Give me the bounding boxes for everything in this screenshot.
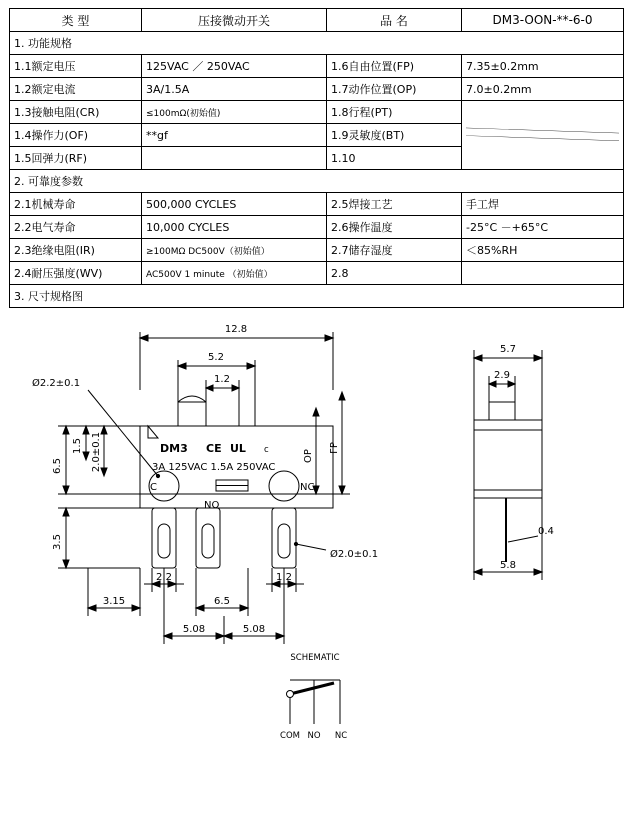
label-1-2-top: 1.2 xyxy=(214,374,230,385)
row-1-3-value: ≤100mΩ(初始值) xyxy=(142,101,327,124)
row-2-7-label: 2.7储存湿度 xyxy=(327,239,462,262)
label-5-2: 5.2 xyxy=(208,352,224,363)
name-label: 品 名 xyxy=(327,9,462,32)
row-2-8-label: 2.8 xyxy=(327,262,462,285)
label-fp: FP xyxy=(329,442,340,454)
row-1-5-value xyxy=(142,147,327,170)
row-1-1-label: 1.1额定电压 xyxy=(10,55,142,78)
blank-diagonal-cell xyxy=(462,101,624,170)
row-1-4-label: 1.4操作力(OF) xyxy=(10,124,142,147)
label-hole-2-0: Ø2.0±0.1 xyxy=(330,549,379,560)
row-1-10-label: 1.10 xyxy=(327,147,462,170)
label-5-08-b: 5.08 xyxy=(242,624,266,635)
row-2-4-value: AC500V 1 minute （初始值） xyxy=(142,262,327,285)
label-terminal-no: NO xyxy=(204,500,220,511)
table-row xyxy=(10,216,624,239)
row-1-6-value: 7.35±0.2mm xyxy=(462,55,624,78)
row-2-5-label: 2.5焊接工艺 xyxy=(327,193,462,216)
row-1-1-value: 125VAC ／ 250VAC xyxy=(142,55,327,78)
row-1-9-label: 1.9灵敏度(BT) xyxy=(327,124,462,147)
table-row xyxy=(10,55,624,78)
row-1-2-value: 3A/1.5A xyxy=(142,78,327,101)
label-schematic-com: COM xyxy=(280,731,300,741)
dimension-drawing xyxy=(0,280,632,833)
label-0-4: 0.4 xyxy=(538,526,554,537)
row-2-7-value: ＜85%RH xyxy=(462,239,624,262)
side-plunger xyxy=(489,402,515,420)
label-6-5: 6.5 xyxy=(214,596,230,607)
type-value: 压接微动开关 xyxy=(142,9,327,32)
schematic-lever xyxy=(290,683,334,694)
table-row xyxy=(10,101,624,124)
row-2-5-value: 手工焊 xyxy=(462,193,624,216)
drawing-svg xyxy=(0,280,632,833)
row-1-7-label: 1.7动作位置(OP) xyxy=(327,78,462,101)
label-terminal-c: C xyxy=(150,482,157,493)
terminal-nc xyxy=(272,508,296,568)
specification-table xyxy=(9,8,624,308)
row-2-1-value: 500,000 CYCLES xyxy=(142,193,327,216)
datasheet-page xyxy=(0,8,632,833)
row-2-2-label: 2.2电气寿命 xyxy=(10,216,142,239)
section-3-title: 3. 尺寸规格图 xyxy=(10,285,624,308)
label-schematic-title: SCHEMATIC xyxy=(290,653,340,663)
table-row xyxy=(10,78,624,101)
row-2-1-label: 2.1机械寿命 xyxy=(10,193,142,216)
row-1-2-label: 1.2额定电流 xyxy=(10,78,142,101)
row-2-6-label: 2.6操作温度 xyxy=(327,216,462,239)
terminal-c-hole xyxy=(158,524,170,558)
terminal-no-hole xyxy=(202,524,214,558)
terminal-nc-hole xyxy=(278,524,290,558)
diagonal-strike-icon xyxy=(466,126,619,144)
mounting-hole-right xyxy=(269,471,299,501)
label-c-mark: c xyxy=(264,445,269,455)
label-12-8: 12.8 xyxy=(224,324,248,335)
row-2-2-value: 10,000 CYCLES xyxy=(142,216,327,239)
label-1-2-bot: 1.2 xyxy=(276,572,292,583)
row-2-6-value: -25°C －+65°C xyxy=(462,216,624,239)
row-1-6-label: 1.6自由位置(FP) xyxy=(327,55,462,78)
table-row xyxy=(10,239,624,262)
row-1-5-label: 1.5回弹力(RF) xyxy=(10,147,142,170)
row-1-8-label: 1.8行程(PT) xyxy=(327,101,462,124)
label-5-8: 5.8 xyxy=(500,560,516,571)
schematic-pivot xyxy=(287,691,294,698)
body-base xyxy=(140,494,333,508)
row-2-4-label: 2.4耐压强度(WV) xyxy=(10,262,142,285)
name-value: DM3-OON-**-6-0 xyxy=(462,9,624,32)
label-ce-mark: CE xyxy=(206,442,222,455)
plunger-dome xyxy=(178,396,206,402)
section-1-row xyxy=(10,32,624,55)
label-1-5: 1.5 xyxy=(72,438,83,454)
label-3-15: 3.15 xyxy=(102,596,126,607)
table-row xyxy=(10,193,624,216)
label-3-5: 3.5 xyxy=(52,534,63,550)
label-5-7: 5.7 xyxy=(500,344,516,355)
label-brand: DM3 xyxy=(160,442,188,455)
row-2-3-label: 2.3绝缘电阻(IR) xyxy=(10,239,142,262)
label-ul-mark: UL xyxy=(230,442,246,455)
label-5-08-a: 5.08 xyxy=(182,624,206,635)
terminal-c xyxy=(152,508,176,568)
label-op: OP xyxy=(303,449,314,463)
label-schematic-no: NO xyxy=(307,731,321,741)
label-hole-2-2: Ø2.2±0.1 xyxy=(32,378,81,389)
side-body-outline xyxy=(474,420,542,498)
label-2-9: 2.9 xyxy=(494,370,510,381)
table-header-row xyxy=(10,9,624,32)
label-rating: 3A 125VAC 1.5A 250VAC xyxy=(152,462,276,473)
row-1-7-value: 7.0±0.2mm xyxy=(462,78,624,101)
terminal-no xyxy=(196,508,220,568)
label-2-0: 2.0±0.1 xyxy=(91,431,102,473)
row-1-3-label: 1.3接触电阻(CR) xyxy=(10,101,142,124)
label-6-5-left: 6.5 xyxy=(52,458,63,474)
section-1-title: 1. 功能规格 xyxy=(10,32,624,55)
label-schematic-nc: NC xyxy=(334,731,348,741)
section-2-title: 2. 可靠度参数 xyxy=(10,170,624,193)
type-label: 类 型 xyxy=(10,9,142,32)
section-2-row xyxy=(10,170,624,193)
leader-0-4 xyxy=(508,536,538,542)
label-2-2: 2.2 xyxy=(156,572,172,583)
plunger-block xyxy=(178,402,206,426)
leader-hole-2-0 xyxy=(296,544,326,550)
label-terminal-nc: NC xyxy=(300,482,315,493)
body-notch xyxy=(148,426,158,438)
row-1-4-value: **gf xyxy=(142,124,327,147)
row-2-3-value: ≥100MΩ DC500V（初始值） xyxy=(142,239,327,262)
